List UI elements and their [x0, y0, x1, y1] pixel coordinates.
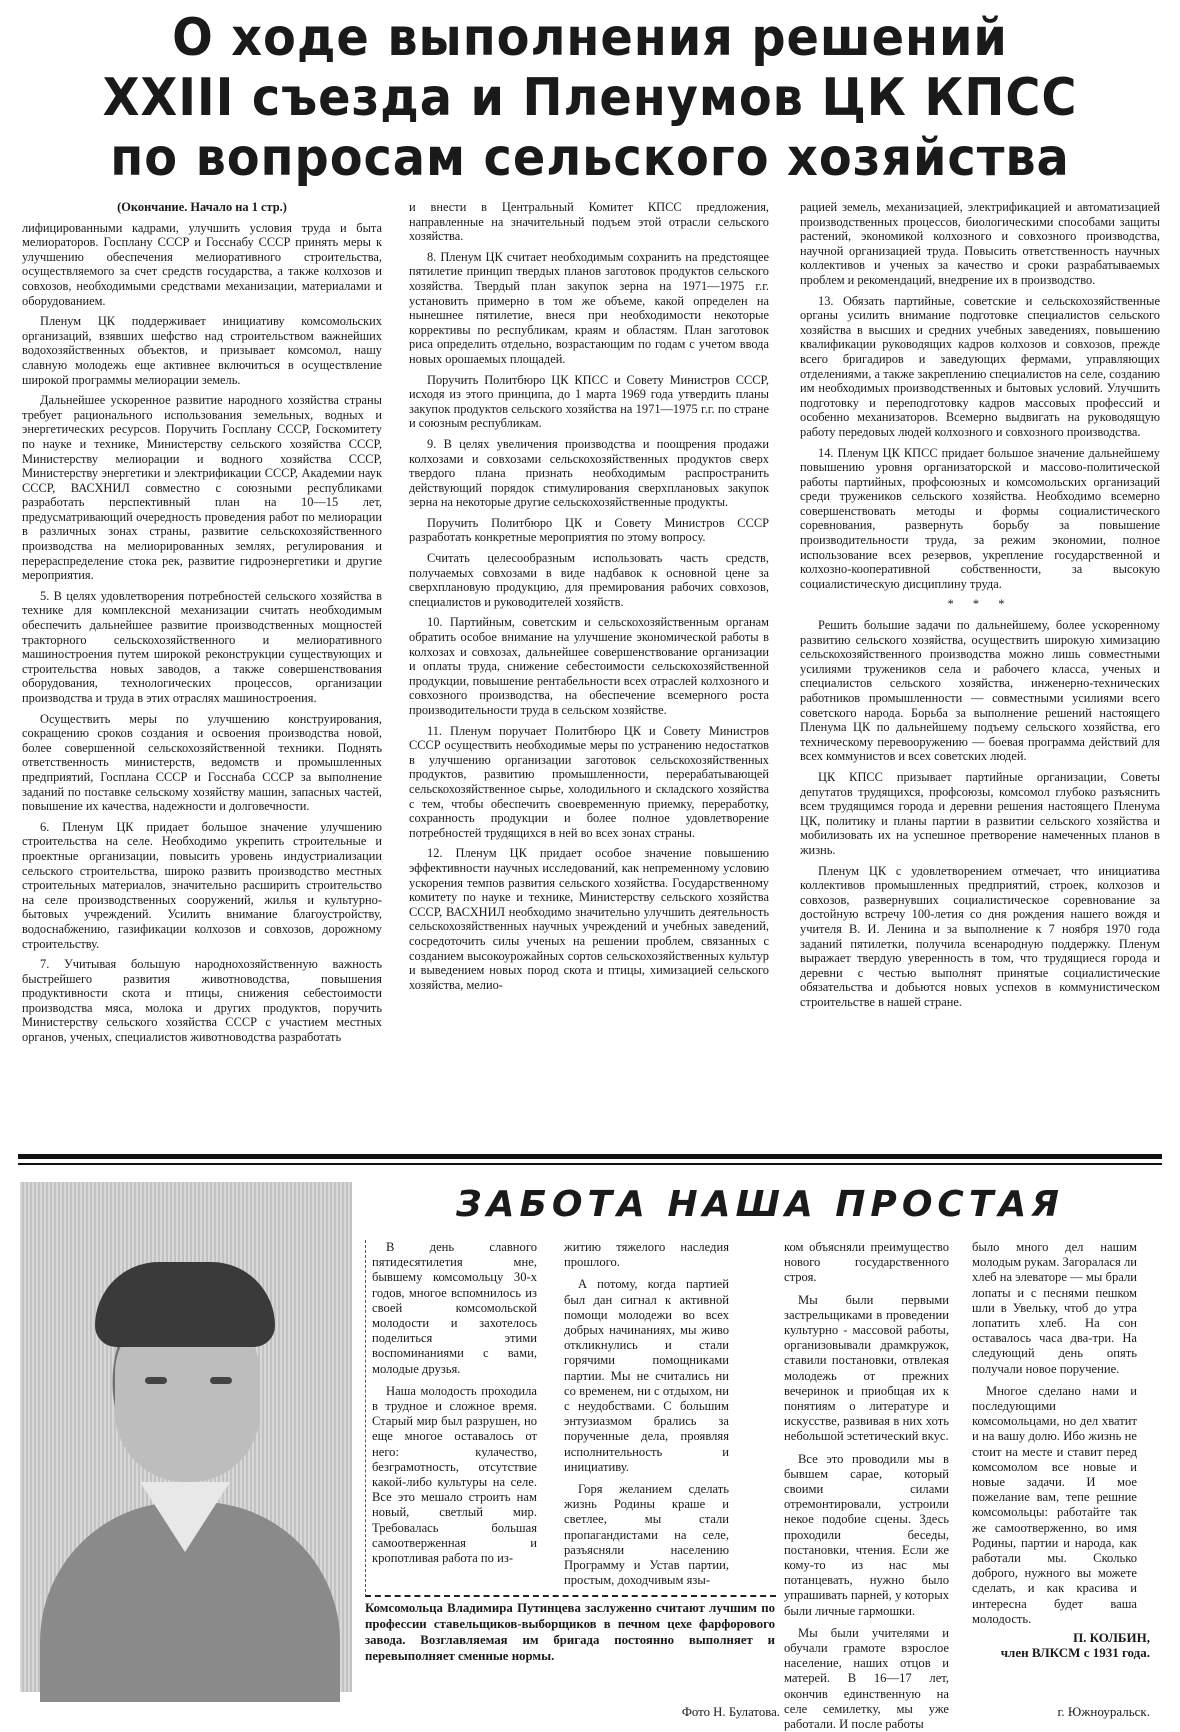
paragraph: Мы были первыми застрельщиками в проведении культурно - массовой работы, организовывали драмкружок, ставили постановки, отвлекая молодежь от прежних вечеринок и приобщая их к понятиям о литературе и искусстве, развивая в них хоть небольшой эстетический вкус. — [784, 1292, 949, 1444]
paragraph: Решить большие задачи по дальнейшему, более ускоренному развитию сельского хозяйства, осуществить широкую химизацию сельскохозяйственного производства можно лишь совместными усилиями тружеников села и рабочего класса, ученых и специалистов сельского хозяйства, инженерно-технических работников промышленности — совместными усилиями всего советского народа. Борьба за выполнение решений настоящего Пленума ЦК по дальнейшему подъему сельского хозяйства, его техническому перевооружению — боевая программа действий для всех коммунистов и всех советских людей. — [800, 618, 1160, 764]
portrait-photo — [20, 1182, 352, 1692]
paragraph: 11. Пленум поручает Политбюро ЦК и Совету Министров СССР осуществить необходимые меры по устранению недостатков в улучшению организации заготовок сельскохозяйственных продуктов, развитию промышленности, перерабатывающей сельскохозяйственное сырье, холодильного и складского хозяйства с тем, чтобы обеспечить своевременную приемку, переработку, сохранность продукции и более полное удовлетворение потребностей трудящихся в ней во всех зонах страны. — [409, 723, 769, 840]
paragraph: и внести в Центральный Комитет КПСС предложения, направленные на значительный подъем этой отрасли сельского хозяйства. — [409, 200, 769, 244]
author-name: П. КОЛБИН, — [1073, 1630, 1150, 1645]
article-body — [22, 200, 1164, 1150]
paragraph: 10. Партийным, советским и сельскохозяйственным органам обратить особое внимание на улучшение экономической работы в колхозах и совхозах, дальнейшее совершенствование организации и оплаты труда, снижение себестоимости сельскохозяйственной продукции, повышение рентабельности всех отраслей колхозного и совхозного производства, на обеспечение всемерного роста производительности труда в сельском хозяйстве. — [409, 615, 769, 717]
paragraph: рацией земель, механизацией, электрификацией и автоматизацией производственных процессов, биологическими способами защиты растений, экономикой колхозного и совхозного производства, научной организацией труда. Повысить ответственность научных коллективов и ученых за качество и сроки разрабатываемых проблем и рекомендаций, внедрение их в производство. — [800, 200, 1160, 287]
photo-credit: Фото Н. Булатова. — [681, 1705, 780, 1719]
headline-line-1: О ходе выполнения решений — [172, 8, 1008, 68]
headline-line-2: XXIII съезда и Пленумов ЦК КПСС — [102, 68, 1078, 128]
paragraph: 6. Пленум ЦК придает большое значение улучшению строительства на селе. Необходимо укрепить строительные и проектные организации, повысить уровень индустриализации сельского строительства, широко развить производство местных строительных материалов, значительно расширить строительство на селе производственных сооружений, жилья и культурно-бытовых учреждений. Усилить внимание благоустройству, водоснабжению, газификации колхозов и совхозов, дорожному строительству. — [22, 819, 382, 951]
paragraph: Осуществить меры по улучшению конструирования, сокращению сроков создания и освоения производства новой, более совершенной сельскохозяйственной техники. Поднять ответственность министерств, ведомств и промышленных предприятий, Госплана СССР и Госснаба СССР за выполнение заданий по поставке сельскому хозяйству машин, запасных частей, повышение их качества, надежности и долговечности. — [22, 711, 382, 814]
story-column-4 — [972, 1240, 1137, 1630]
paragraph: 9. В целях увеличения производства и поощрения продажи колхозами и совхозами сельскохозяйственных продуктов сверх твердого плана признать необходимым распространить действующий порядок стимулирования сверхплановых закупок зерна на некоторые другие сельскохозяйственные продукты. — [409, 436, 769, 510]
paragraph: В день славного пятидесятилетия мне, бывшему комсомольцу 30-х годов, многое вспомнилось из своей комсомольской молодости и захотелось поделиться этими воспоминаниями с вами, молодые друзья. — [372, 1240, 537, 1376]
paragraph: Поручить Политбюро ЦК и Совету Министров СССР разработать конкретные мероприятия по этому вопросу. — [409, 515, 769, 545]
paragraph: было много дел нашим молодым рукам. Загоралася ли хлеб на элеваторе — мы брали лопаты и с песнями пешком шли в Увельку, чтоб до утра лопатить хлеб. На сон оставалось часа два-три. На следующий день опять получали новое поручение. — [972, 1240, 1137, 1376]
paragraph: ЦК КПСС призывает партийные организации, Советы депутатов трудящихся, профсоюзы, комсомол глубоко разъяснить всем трудящимся города и деревни решения настоящего Пленума ЦК, политику и планы партии в развитии сельского хозяйства и мобилизовать их на успешное претворение намеченных планов в жизнь. — [800, 769, 1160, 857]
headline-line-3: по вопросам сельского хозяйства — [110, 128, 1070, 188]
section-divider-thick — [18, 1154, 1162, 1159]
paragraph: Мы были учителями и обучали грамоте взрослое население, наших отцов и матерей. В 16—17 лет, окончив единственную на селе семилетку, мы уже работали. И после работы — [784, 1625, 949, 1732]
paragraph: 12. Пленум ЦК придает особое значение повышению эффективности научных исследований, как непременному условию ускорения темпов развития сельского хозяйства. Государственному комитету по науке и технике, Министерству сельского хозяйства СССР, ВАСХНИЛ необходимо значительно улучшить деятельность сельскохозяйственных научных учреждений и учебных заведений, сосредоточить силы ученых на решении проблем, связанных с созданием высокоурожайных сортов сельскохозяйственных культур и выведением новых пород скота и птицы, химизацией сельского хозяйства, мелио- — [409, 846, 769, 992]
article-column-3 — [800, 200, 1160, 1145]
paragraph: Поручить Политбюро ЦК КПСС и Совету Министров СССР, исходя из этого принципа, до 1 марта 1969 года утвердить планы закупок продуктов сельского хозяйства на 1971—1975 г.г. по стране и союзным республикам. — [409, 372, 769, 431]
paragraph: Считать целесообразным использовать часть средств, получаемых совхозами в виде надбавок к основной цене за сверхплановую продукцию, для премирования рабочих совхозов, специалистов и руководителей хозяйств. — [409, 551, 769, 609]
story-title: ЗАБОТА НАША ПРОСТАЯ — [456, 1184, 1064, 1225]
paragraph: житию тяжелого наследия прошлого. — [564, 1240, 729, 1270]
section-separator: * * * — [947, 597, 1013, 612]
photo-eye — [210, 1377, 232, 1384]
paragraph: Пленум ЦК поддерживает инициативу комсомольских организаций, взявших шефство над строительством важнейших водохозяйственных объектов, и призывает комсомол, нашу славную молодежь еще активнее включиться в осуществление широкой программы мелиорации земель. — [22, 314, 382, 387]
paragraph: 7. Учитывая большую народнохозяйственную важность быстрейшего развития животноводства, повышения продуктивности скота и птицы, снижения себестоимости производства мяса, молока и других продуктов, поручить Министерству сельского хозяйства СССР с участием местных органов, ученых, специалистов животноводства разработать — [22, 957, 382, 1045]
paragraph: 5. В целях удовлетворения потребностей сельского хозяйства в технике для комплексной механизации считать необходимым обеспечить дальнейшее развитие производственных мощностей тракторного сельскохозяйственного и мелиоративного машиностроения путем широкой реконструкции существующих и строительства новых заводов, а также совершенствования оборудования, технологических процессов, организации производства и труда в этих отраслях машиностроения. — [22, 588, 382, 705]
article-column-2 — [409, 200, 769, 1145]
paragraph: Пленум ЦК с удовлетворением отмечает, что инициатива коллективов промышленных предприятий, строек, колхозов и совхозов, развернувших социалистическое соревнование за достойную встречу 100-летия со дня рождения нашего вождя и учителя В. И. Ленина и за выполнение к 7 ноября 1970 года заданий пятилетки, получила всенародную поддержку. Пленум выражает твердую уверенность в том, что трудящиеся города и деревни с честью выполнят принятые социалистические обязательства и добьются новых успехов в коммунистическом строительстве в нашей стране. — [800, 863, 1160, 1009]
author-place: г. Южноуральск. — [1057, 1704, 1150, 1719]
paragraph: лифицированными кадрами, улучшить условия труда и быта мелиораторов. Госплану СССР и Госснабу СССР принять меры к улучшению обеспечения мелиоративного строительства, осуществляемого за счет средств государства, а также колхозов и совхозов, необходимыми средствами механизации, материалами и оборудованием. — [22, 220, 382, 308]
paragraph: Многое сделано нами и последующими комсомольцами, но дел хватит и на вашу долю. Ибо жизнь не стоит на месте и ставит перед комсомолом все новые и новые задачи. И мое пожелание вам, тепе решние комсомольцы: работайте так же самоотверженно, во имя Родины, партии и народа, как работали мы. Сколько доброго, нужного вы можете сделать, и как красива и интересна будет ваша молодость. — [972, 1383, 1137, 1626]
paragraph: Наша молодость проходила в трудное и сложное время. Старый мир был разрушен, но еще многое оставалось от него: кулачество, безграмотность, отсутствие какой-либо культуры на селе. Все это мешало строить нам новый, светлый мир. Требовалась большая самоотверженная и кропотливая работа по из- — [372, 1383, 537, 1566]
photo-eye — [145, 1377, 167, 1384]
story-column-2 — [564, 1240, 729, 1595]
story-column-3 — [784, 1240, 949, 1732]
photo-hair — [95, 1262, 275, 1347]
paragraph: Дальнейшее ускоренное развитие народного хозяйства страны требует рационального использования земельных, водных и энергетических ресурсов. Поручить Госплану СССР, Госкомитету по науке и технике, Министерству сельского хозяйства СССР, Министерству мелиорации и водного хозяйства СССР, Министерству энергетики и электрификации СССР, Академии наук СССР, ВАСХНИЛ совместно с союзными республиками разработать перспективный план на 10—15 лет, предусматривающий очередность проведения работ по мелиорации в различных зонах страны, развитие сельскохозяйственного производства на мелиорированных землях, регулирования и перераспределение стока рек, развитие гидроэнергетики и другие мероприятия. — [22, 393, 382, 583]
paragraph: Горя желанием сделать жизнь Родины краше и светлее, мы стали пропагандистами на селе, разъясняли населению Программу и Устав партии, простым, доходчивым язы- — [564, 1482, 729, 1588]
paragraph: 8. Пленум ЦК считает необходимым сохранить на предстоящее пятилетие принцип твердых планов заготовок продуктов сельского хозяйства. Твердый план закупок зерна на 1971—1975 г.г. установить примерно в том же объеме, какой определен на нынешнее пятилетие, внеся при необходимости некоторые коррективы по республикам, краям и областям. План заготовок риса определить отдельно, возрастающим по годам с учетом ввода новых орошаемых площадей. — [409, 249, 769, 366]
article-column-1 — [22, 200, 382, 1145]
section-divider-thin — [18, 1163, 1162, 1165]
paragraph: 13. Обязать партийные, советские и сельскохозяйственные органы усилить внимание подготовке специалистов сельского хозяйства в высших и средних учебных заведениях, повышению квалификации руководящих кадров колхозов и совхозов, прежде всего бригадиров и заведующих фермами, управляющих отделениями, а также закреплению специалистов на селе, созданию им необходимых производственных и бытовых условий. Улучшить подготовку и переподготовку кадров массовых профессий и особенно механизаторов. Всемерно выдвигать на руководящую работу передовых людей колхозного и совхозного производства. — [800, 293, 1160, 439]
article-headline — [84, 8, 1096, 188]
paragraph: 14. Пленум ЦК КПСС придает большое значение дальнейшему повышению уровня организаторской и массово-политической работы партийных, профсоюзных и комсомольских организаций среди тружеников сельского хозяйства. Необходимо всемерно совершенствовать методы и формы социалистического соревнования, развернуть борьбу за повышение производительности труда, за режим экономии, полное использование всех резервов, укрепление государственной и колхозно-кооперативной собственности, за высокую социалистическую дисциплину труда. — [800, 445, 1160, 591]
continuation-note: (Окончание. Начало на 1 стр.) — [117, 200, 287, 214]
author-signature — [960, 1630, 1150, 1660]
photo-caption: Комсомольца Владимира Путинцева заслуженно считают лучшим по профессии ставельщиков-выборщиков в печном цехе фарфорового завода. Возглавляемая им бригада постоянно выполняет и перевыполняет сменные нормы. — [365, 1601, 775, 1663]
paragraph: А потому, когда партией был дан сигнал к активной помощи молодежи во всех добрых начинаниях, мы живо откликнулись и стали горячими помощниками партии. Мы не считались ни со временем, ни с отдыхом, ни с неудобствами. С большим энтузиазмом брались за порученные дела, проявляя исполнительность и инициативу. — [564, 1277, 729, 1474]
paragraph: ком объясняли преимущество нового государственного строя. — [784, 1240, 949, 1285]
author-title: член ВЛКСМ с 1931 года. — [1000, 1645, 1150, 1660]
paragraph: Все это проводили мы в бывшем сарае, который своими силами отремонтировали, устроили некое подобие сцены. Здесь проходили беседы, постановки, чтения. Если же кому-то из нас мы потанцевать, нужно было упрашивать парней, у которых были личные гармошки. — [784, 1451, 949, 1618]
story-column-1 — [372, 1240, 537, 1573]
